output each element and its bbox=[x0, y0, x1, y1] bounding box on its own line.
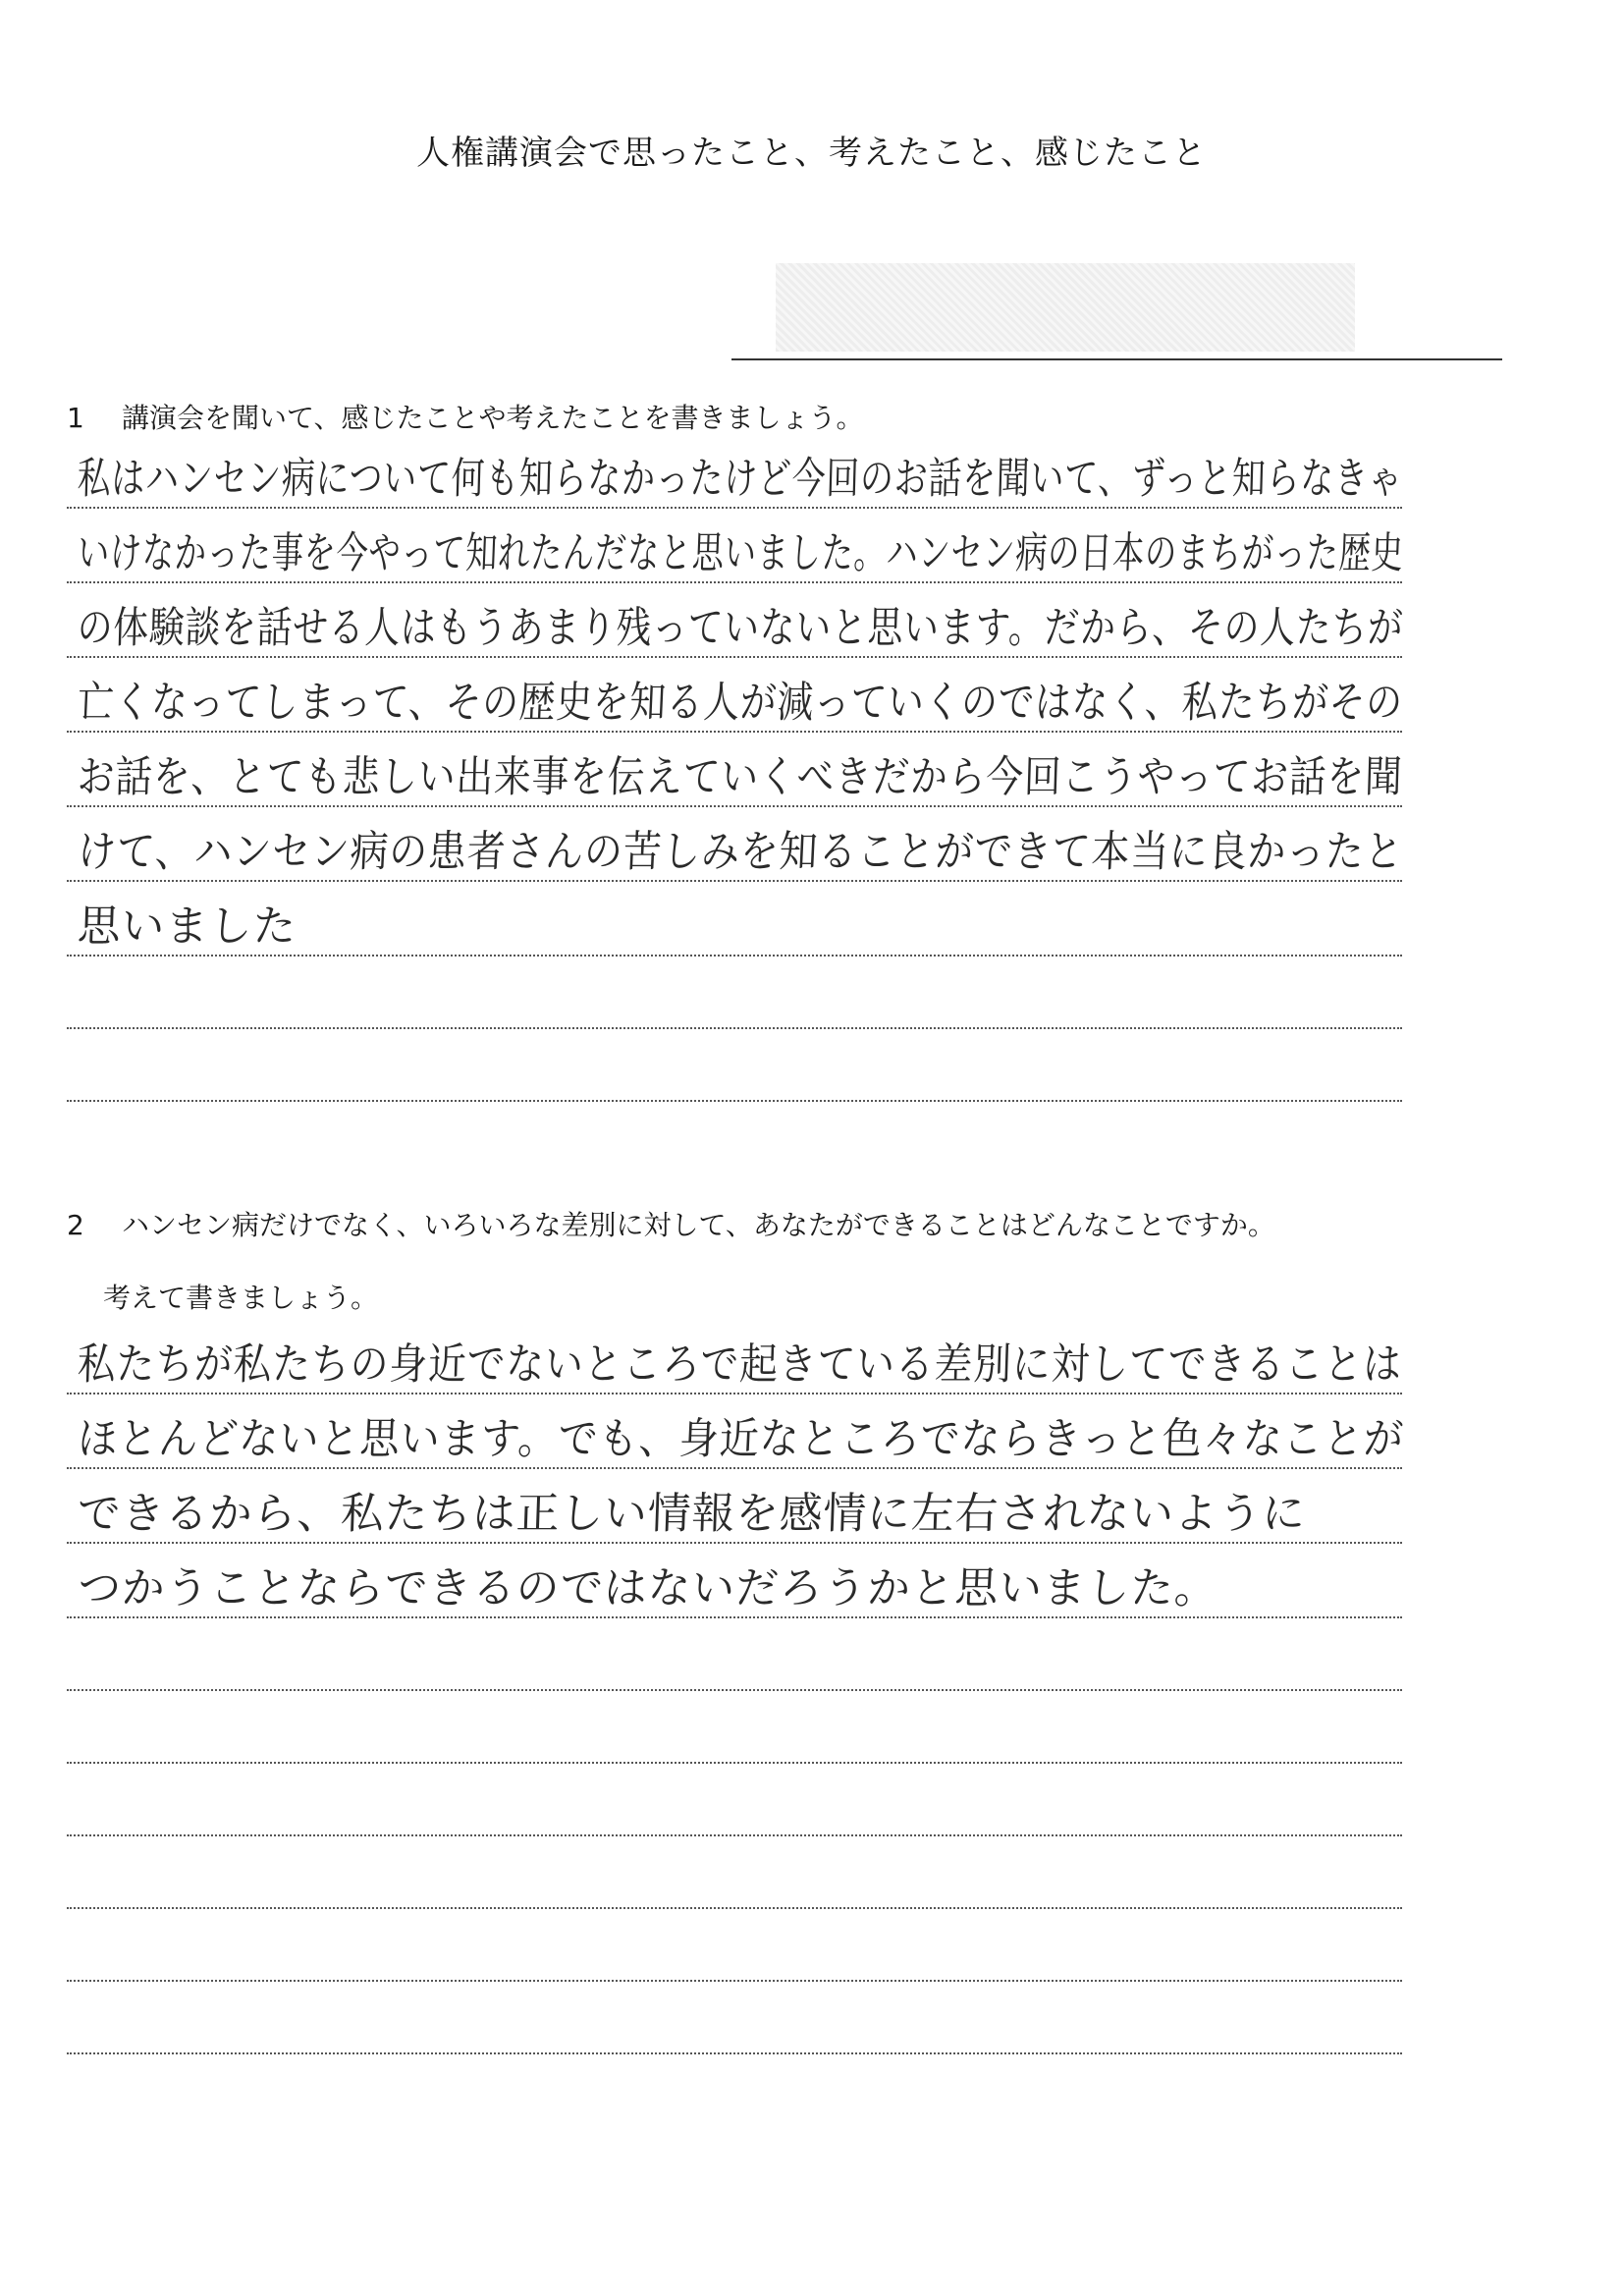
name-underline bbox=[731, 358, 1502, 360]
ruled-line bbox=[67, 1980, 1402, 1982]
answer-1-line: お話を、とても悲しい出来事を伝えていくべきだから今回こうやってお話を聞 bbox=[77, 752, 1404, 802]
ruled-line bbox=[67, 731, 1402, 733]
question-2 bbox=[67, 1204, 1275, 1243]
name-field-redacted bbox=[776, 263, 1355, 352]
ruled-line bbox=[67, 1907, 1402, 1909]
answer-2-line: つかうことならできるのではないだろうかと思いました。 bbox=[77, 1563, 1220, 1613]
ruled-line bbox=[67, 2052, 1402, 2054]
ruled-line bbox=[67, 1834, 1402, 1836]
answer-1-line: 思いました bbox=[77, 902, 298, 952]
ruled-line bbox=[67, 805, 1402, 807]
answer-1-line: の体験談を話せる人はもうあまり残っていないと思います。だから、その人たちが bbox=[77, 603, 1405, 653]
question-1-number: 1 bbox=[67, 402, 84, 434]
question-2-number: 2 bbox=[67, 1209, 84, 1241]
answer-2-line: できるから、私たちは正しい情報を感情に左右されないように bbox=[77, 1489, 1307, 1539]
ruled-line bbox=[67, 656, 1402, 658]
ruled-line bbox=[67, 1616, 1402, 1618]
ruled-line bbox=[67, 507, 1402, 509]
ruled-line bbox=[67, 1467, 1402, 1469]
ruled-line bbox=[67, 1689, 1402, 1691]
ruled-line bbox=[67, 955, 1402, 957]
answer-1-line: 私はハンセン病について何も知らなかったけど今回のお話を聞いて、ずっと知らなきゃ bbox=[77, 454, 1404, 504]
answer-1-line: けて、ハンセン病の患者さんの苦しみを知ることができて本当に良かったと bbox=[77, 827, 1405, 877]
question-1-text: 講演会を聞いて、感じたことや考えたことを書きましょう。 bbox=[122, 402, 864, 434]
answer-2-line: 私たちが私たちの身近でないところで起きている差別に対してできることは bbox=[77, 1339, 1403, 1390]
page-title: 人権講演会で思ったこと、考えたこと、感じたこと bbox=[416, 134, 1207, 173]
ruled-line bbox=[67, 1762, 1402, 1764]
question-1 bbox=[67, 397, 863, 436]
answer-2-line: ほとんどないと思います。でも、身近なところでならきっと色々なことが bbox=[77, 1414, 1406, 1464]
question-2-subtext: 考えて書きましょう。 bbox=[103, 1282, 379, 1314]
ruled-line bbox=[67, 1393, 1402, 1394]
ruled-line bbox=[67, 1027, 1402, 1029]
answer-1-line: 亡くなってしまって、その歴史を知る人が減っていくのではなく、私たちがその bbox=[77, 678, 1404, 728]
answer-1-line: いけなかった事を今やって知れたんだなと思いました。ハンセン病の日本のまちがった歴史 bbox=[77, 528, 1405, 578]
question-2-text: ハンセン病だけでなく、いろいろな差別に対して、あなたができることはどんなことですか。 bbox=[122, 1209, 1275, 1241]
ruled-line bbox=[67, 1100, 1402, 1102]
ruled-line bbox=[67, 581, 1402, 583]
ruled-line bbox=[67, 1542, 1402, 1544]
ruled-line bbox=[67, 880, 1402, 882]
